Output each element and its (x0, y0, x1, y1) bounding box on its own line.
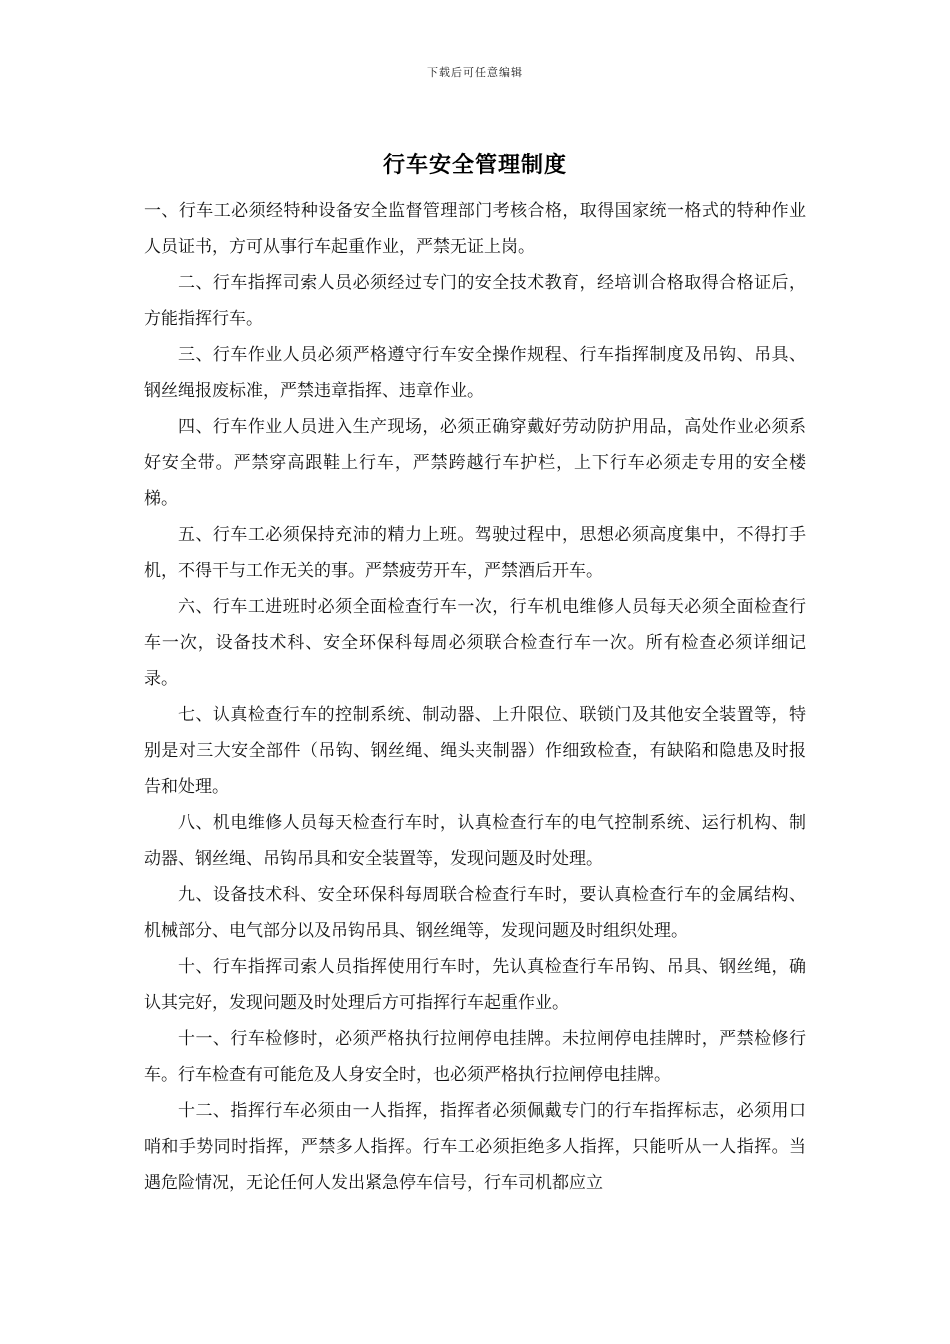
paragraph-5: 五、行车工必须保持充沛的精力上班。驾驶过程中，思想必须高度集中，不得打手机，不得干与工作无关的事。严禁疲劳开车，严禁酒后开车。 (144, 525, 806, 581)
paragraph-2: 二、行车指挥司索人员必须经过专门的安全技术教育，经培训合格取得合格证后，方能指挥行车。 (144, 273, 806, 329)
paragraph-1: 一、行车工必须经特种设备安全监督管理部门考核合格，取得国家统一格式的特种作业人员证书，方可从事行车起重作业，严禁无证上岗。 (144, 201, 806, 257)
paragraph-3: 三、行车作业人员必须严格遵守行车安全操作规程、行车指挥制度及吊钩、吊具、钢丝绳报废标准，严禁违章指挥、违章作业。 (144, 345, 806, 401)
paragraph-7: 七、认真检查行车的控制系统、制动器、上升限位、联锁门及其他安全装置等，特别是对三大安全部件（吊钩、钢丝绳、绳头夹制器）作细致检查，有缺陷和隐患及时报告和处理。 (144, 705, 806, 797)
paragraph-9: 九、设备技术科、安全环保科每周联合检查行车时，要认真检查行车的金属结构、机械部分、电气部分以及吊钩吊具、钢丝绳等，发现问题及时组织处理。 (144, 885, 806, 941)
paragraph-10: 十、行车指挥司索人员指挥使用行车时，先认真检查行车吊钩、吊具、钢丝绳，确认其完好，发现问题及时处理后方可指挥行车起重作业。 (144, 957, 806, 1013)
header-note: 下载后可任意编辑 (427, 66, 523, 79)
paragraph-8: 八、机电维修人员每天检查行车时，认真检查行车的电气控制系统、运行机构、制动器、钢丝绳、吊钩吊具和安全装置等，发现问题及时处理。 (144, 813, 806, 869)
document-body (144, 193, 806, 1201)
paragraph-6: 六、行车工进班时必须全面检查行车一次，行车机电维修人员每天必须全面检查行车一次，设备技术科、安全环保科每周必须联合检查行车一次。所有检查必须详细记录。 (144, 597, 806, 689)
paragraph-4: 四、行车作业人员进入生产现场，必须正确穿戴好劳动防护用品，高处作业必须系好安全带。严禁穿高跟鞋上行车，严禁跨越行车护栏，上下行车必须走专用的安全楼梯。 (144, 417, 806, 509)
paragraph-12: 十二、指挥行车必须由一人指挥，指挥者必须佩戴专门的行车指挥标志，必须用口哨和手势同时指挥，严禁多人指挥。行车工必须拒绝多人指挥，只能听从一人指挥。当遇危险情况，无论任何人发出紧急停车信号，行车司机都应立 (144, 1101, 806, 1193)
paragraph-11: 十一、行车检修时，必须严格执行拉闸停电挂牌。未拉闸停电挂牌时，严禁检修行车。行车检查有可能危及人身安全时，也必须严格执行拉闸停电挂牌。 (144, 1029, 806, 1085)
document-title: 行车安全管理制度 (382, 152, 567, 178)
